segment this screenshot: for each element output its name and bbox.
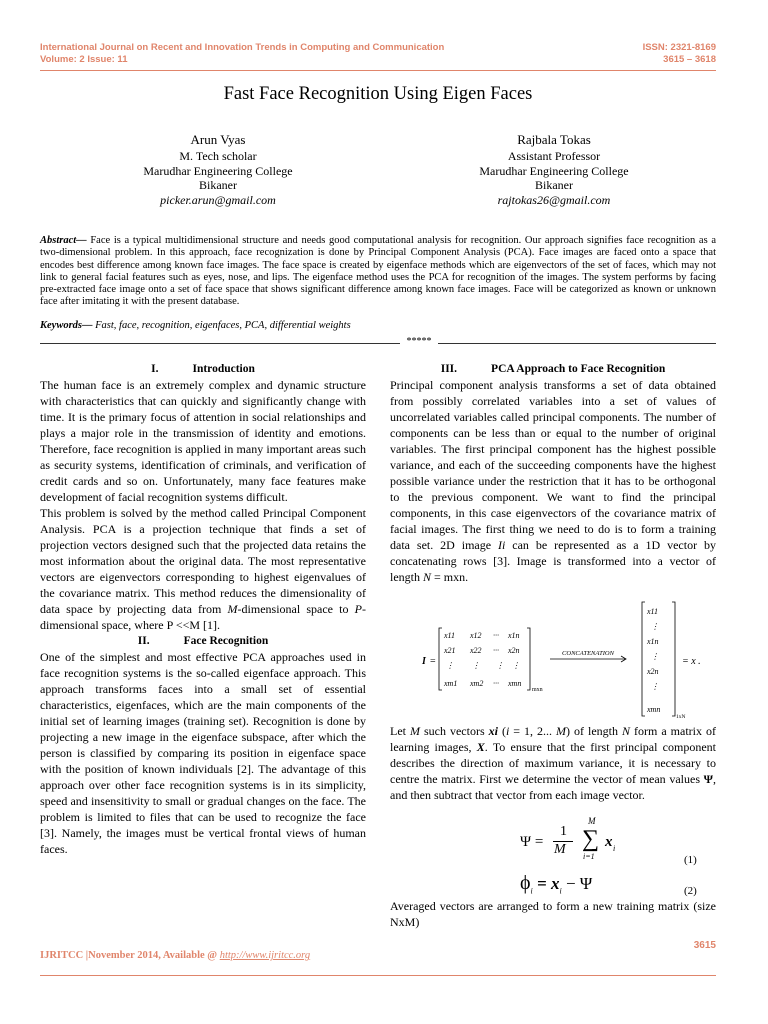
matrix-rhs: = x . [682,656,701,667]
section-title: PCA Approach to Face Recognition [491,363,666,375]
vector-cell: ⋮ [651,622,659,631]
eq1-term: x [605,834,613,850]
eq2-sub: i [559,886,562,896]
keywords-text: Fast, face, recognition, eigenfaces, PCA, differential weights [92,320,351,331]
left-bracket [439,628,442,690]
author-role: Assistant Professor [507,148,601,163]
author-role: M. Tech scholar [179,148,257,163]
eq1-sub: i [613,844,616,853]
footer-text: IJRITCC |November 2014, Available @ [40,950,220,961]
right-column-end [390,898,716,930]
matrix-cell: x11 [444,631,455,640]
eq2-phi: ϕ [520,872,531,894]
section-title: Introduction [192,363,255,375]
left-column [40,361,366,857]
vector-right-bracket [672,602,675,716]
section-heading-face [40,633,366,649]
section-divider [40,336,716,350]
keywords-label: Keywords— [40,320,93,331]
equation-2-label: (2) [684,885,697,897]
matrix-cell: x22 [470,646,482,655]
section-heading-intro [40,361,366,377]
right-column-continued [390,723,716,803]
paper-title: Fast Face Recognition Using Eigen Faces [223,84,533,104]
matrix-cell: ··· [493,631,499,640]
matrix-cell: xmn [508,679,522,688]
matrix-cell: x1n [508,631,520,640]
eq1-sum: ∑ [582,826,600,852]
header-rule [40,70,716,71]
divider-line-right [438,343,716,344]
right-bracket [527,628,530,690]
matrix-cell: x21 [444,646,456,655]
vector-cell: ⋮ [651,652,659,661]
matrix-cell: ⋮ [446,661,454,670]
matrix-cell: x2n [508,646,520,655]
journal-issn: ISSN: 2321-8169 [642,42,716,53]
paragraph: Principal component analysis transforms a set of data obtained from possibly correlated variables into a set of values of uncorrelated variables called principal components. The number of components can be less than or equal to the number of original variables. The first principal component has the highest possible variance, and each of the succeeding components have the highest possible variance under the restriction that it has to be orthogonal to the previous component. We want to find the principal components, in this case eigenvectors of the covariance matrix of facial images. The first thing we need to do is to form a training data set. 2D image Ii can be represented as a 1D vector by concatenating rows [3]. Image is transformed into a vector of length N = mxn. [390,378,717,584]
author-affiliation: Marudhar Engineering College [479,163,629,178]
author-name: Rajbala Tokas [517,132,591,147]
author-name: Arun Vyas [190,132,246,147]
eq2-sub: i [530,886,533,896]
paragraph: One of the simplest and most effective PCA approaches used in face recognition systems is the so-called eigenface approach. This approach transforms faces into a small set of essential characteristics, eigenfaces, which are the main components of the initial set of learning images (training set). Recognition is done by projecting a new image in the eigenface subspace, after which the person is classified by comparing its position in eigenface space with the position of known individuals [2]. The advantage of this approach over other face recognition systems is in its simplicity, speed and insensitivity to small or gradual changes on the face. The problem is limited to files that can be used to recognize the face [3]. Namely, the images must be vertical frontal views of human faces. [40,650,366,856]
vector-cell: xmn [647,705,661,714]
concatenation-matrix-figure [420,598,710,720]
right-column [390,361,716,585]
matrix-lhs: I [422,656,426,667]
section-number: I. [151,363,159,375]
section-heading-pca [390,361,716,377]
matrix-cell: ··· [493,646,499,655]
matrix-cell: ⋮ [512,661,520,670]
author-city: Bikaner [199,178,237,193]
author-block-1 [90,133,346,208]
eq1-numerator: 1 [560,824,567,839]
journal-pages: 3615 – 3618 [663,54,716,65]
vector-cell: ⋮ [651,682,659,691]
eq1-sum-top: M [588,816,596,826]
eq2-mid: = x [537,874,560,893]
eq1-denominator: M [554,842,566,857]
author-email[interactable]: picker.arun@gmail.com [160,193,276,208]
paragraph: Averaged vectors are arranged to form a new training matrix (size NxM) [390,899,716,929]
equation-1-label: (1) [684,854,697,866]
equation-2 [520,872,592,895]
paragraph: Let M such vectors xi (i = 1, 2... M) of length N form a matrix of learning images, X. To ensure that the first principal component describes the direction of maximum variance, it is necessary to centre the matrix. First we determine the vector of mean values Ψ, and then subtract that vector from each image vector. [390,724,716,802]
abstract-text: Face is a typical multidimensional structure and needs good computational analysis for recognition. Our approach signifies face recognition as a two-dimensional problem. In this approach, face recognization is done by Principal Component Analysis (PCA). Face images are faced onto a space that encodes best difference among known face images. The face space is created by eigenface methods which are eigenvectors of the set of faces, which may not link to general facial features such as eyes, nose, and lips. The eigenface method uses the PCA for recognition of the images. The system performs by facing pre-extracted face image onto a set of face space that shows significant difference among known face images. Face will be categorized as known or unknown face after imitating it with the present database. [40,235,716,308]
divider-stars: ***** [406,336,432,347]
vector-size: 1xN [676,714,686,720]
journal-name: International Journal on Recent and Innovation Trends in Computing and Communication [40,42,445,53]
author-email[interactable]: rajtokas26@gmail.com [497,193,611,208]
vector-cell: x1n [647,637,659,646]
matrix-cell: xm1 [444,679,458,688]
paragraph: The human face is an extremely complex and dynamic structure with characteristics that can quickly and significantly change with time. It is the primary focus of attention in social relationships and plays a major role in the transmission of identity and emotions. Therefore, face recognition is applied in many important areas such as security systems, identification of criminals, and verification of credit cards and so on. Unfortunately, many face features make development of facial recognition systems difficult. [40,378,366,504]
matrix-eq: = [430,656,436,667]
vector-left-bracket [642,602,645,716]
abstract [40,235,716,309]
vector-cell: x11 [647,607,658,616]
author-city: Bikaner [535,178,573,193]
journal-link[interactable]: http://www.ijritcc.org [219,950,311,961]
abstract-label: Abstract— [40,235,87,246]
paragraph: This problem is solved by the method called Principal Component Analysis. PCA is a projection technique that finds a set of projection vectors designed such that the projected data retains the most information about the original data. The most representative vectors are eigenvectors corresponding to highest eigenvalues of the covariance matrix. This method reduces the dimensionality of data space by projecting data from M-dimensional space to P-dimensional space, where P <<M [1]. [40,506,366,632]
divider-line-left [40,343,400,344]
section-number: III. [440,363,458,375]
keywords [40,320,716,331]
section-title: Face Recognition [183,635,269,647]
journal-volume: Volume: 2 Issue: 11 [40,54,128,65]
matrix-cell: xm2 [470,679,484,688]
matrix-cell: x12 [470,631,482,640]
vector-cell: x2n [647,667,659,676]
footer-rule [40,975,716,976]
matrix-size: mxn [532,687,543,693]
concatenation-label: CONCATENATION [562,650,614,657]
page-number: 3615 [693,940,716,951]
eq1-lhs: Ψ = [520,834,544,850]
matrix-cell: ⋮ [496,661,504,670]
eq2-rhs: − Ψ [565,874,593,893]
section-number: II. [137,635,150,647]
author-block-2 [430,133,678,208]
matrix-cell: ⋮ [472,661,480,670]
matrix-cell: ··· [493,679,499,688]
eq1-sum-bottom: i=1 [583,852,595,861]
author-affiliation: Marudhar Engineering College [143,163,293,178]
